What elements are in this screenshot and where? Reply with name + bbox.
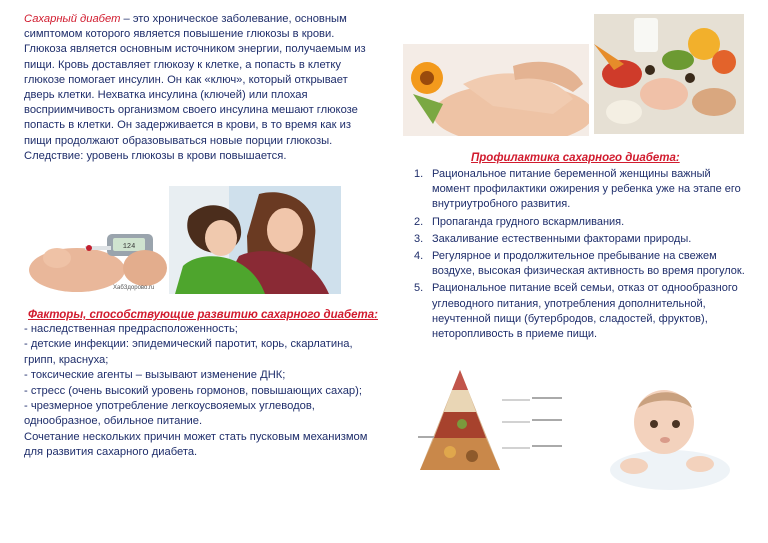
mother-child-illustration <box>169 186 341 294</box>
prevention-item-text: Рациональное питание всей семьи, отказ от однообразного углеводного питания, употребления дополнительной, неучтенной пищи (бутербродов, сладостей, фруктов), неторопливость в приеме пищи. <box>432 282 738 341</box>
healthy-food-photo <box>594 14 744 134</box>
prevention-item-text: Пропаганда грудного вскармливания. <box>432 215 625 228</box>
pregnant-woman-photo <box>403 44 589 136</box>
factor-item: - детские инфекции: эпидемический паротит, корь, скарлатина, грипп, краснуха; <box>24 338 353 366</box>
prevention-item <box>414 232 749 247</box>
factors-list <box>24 322 369 461</box>
factor-item: - стресс (очень высокий уровень гормонов, повышающих сахар); <box>24 384 362 397</box>
mother-child-photo <box>169 186 341 294</box>
prevention-item-text: Рациональное питание беременной женщины важный момент профилактики ожирения у ребенка уже на этапе его внутриутробного развития. <box>432 168 741 211</box>
glucometer-photo <box>27 190 167 296</box>
prevention-item-number: 5. <box>414 282 424 295</box>
healthy-food-illustration <box>594 14 744 134</box>
intro-term: Сахарный диабет <box>24 13 121 25</box>
factor-item: - наследственная предрасположенность; <box>24 323 238 335</box>
factor-item: - чрезмерное употребление легкоусвояемых углеводов, однообразное, обильное питание. <box>24 400 315 428</box>
baby-photo <box>594 374 740 490</box>
glucometer-illustration <box>27 190 167 296</box>
prevention-list <box>414 167 749 344</box>
prevention-item-number: 4. <box>414 250 424 263</box>
prevention-item <box>414 215 749 230</box>
prevention-item-text: Закаливание естественными факторами природы. <box>432 232 692 245</box>
prevention-heading: Профилактика сахарного диабета: <box>471 152 680 164</box>
factors-heading: Факторы, способствующие развитию сахарного диабета: <box>28 309 379 321</box>
svg-text:124: 124 <box>122 243 136 251</box>
prevention-item-number: 3. <box>414 232 424 245</box>
food-pyramid-image <box>410 360 570 480</box>
prevention-item-text: Регулярное и продолжительное пребывание на свежем воздухе, высокая физическая активность во время прогулок. <box>432 250 745 278</box>
prevention-item <box>414 167 749 213</box>
photo-watermark: ХабЗдорово.ru <box>113 285 155 291</box>
factor-item: - токсические агенты – вызывают изменение ДНК; <box>24 369 286 382</box>
factors-conclusion: Сочетание нескольких причин может стать пусковым механизмом для развития сахарного диабета. <box>24 430 368 459</box>
intro-text: – это хроническое заболевание, основным симптомом которого является повышение глюкозы в крови. Глюкоза является основным источником энергии, получаемым из пищи. Кровь доставляет глюкозу к клетке, а попасть в клетку глюкозе помогает инсулин. Он как «ключ», который открывает дверь клетки. Нехватка инсулина (ключей) или плохая восприимчивость организмом своего инсулина мешают глюкозе попасть в клетки. Он задерживается в крови, в то время как из пищи продолжают образовываться новые порции глюкозы. Следствие: уровень глюкозы в крови повышается. <box>24 13 366 162</box>
pregnant-woman-illustration <box>403 44 589 136</box>
prevention-item <box>414 249 749 279</box>
intro-paragraph <box>24 12 369 164</box>
baby-illustration <box>594 374 740 490</box>
food-pyramid-illustration <box>410 360 570 480</box>
prevention-item-number: 2. <box>414 215 424 228</box>
prevention-item <box>414 281 749 342</box>
prevention-item-number: 1. <box>414 168 424 180</box>
